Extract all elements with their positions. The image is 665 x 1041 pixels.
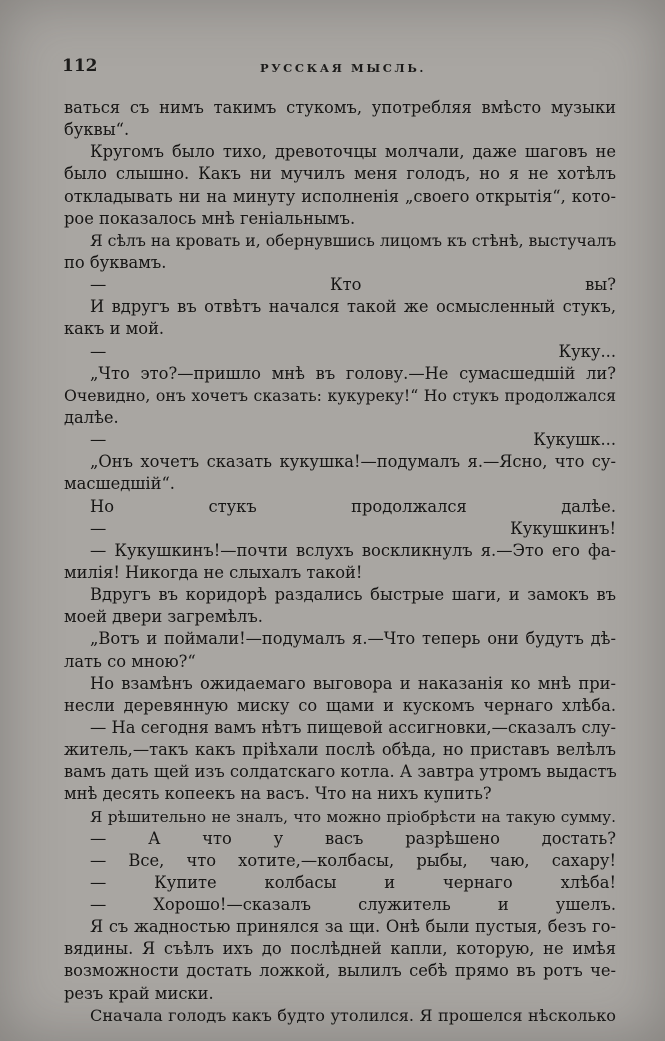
text-line: моей двери загремѣлъ.	[64, 607, 263, 627]
text-line: рое показалось мнѣ геніальнымъ.	[64, 208, 356, 228]
text-line: — Кто вы?	[90, 275, 616, 295]
text-line: какъ и мой.	[64, 319, 165, 339]
text-line: мнѣ десять копеекъ на васъ. Что на нихъ купить?	[64, 784, 492, 804]
text-line: вядины. Я съѣлъ ихъ до послѣдней капли, которую, не имѣя	[64, 939, 616, 959]
text-line: — Хорошо!—сказалъ служитель и ушелъ.	[90, 895, 616, 915]
text-line: Кругомъ было тихо, древоточцы молчали, даже шаговъ не	[90, 142, 616, 162]
text-line: масшедшій“.	[64, 474, 175, 494]
text-line: было слышно. Какъ ни мучилъ меня голодъ, но я не хотѣлъ	[64, 164, 616, 184]
text-line: милія! Никогда не слыхалъ такой!	[64, 562, 363, 582]
text-line: — Все, что хотите,—колбасы, рыбы, чаю, сахару!	[90, 850, 616, 870]
text-line: по буквамъ.	[64, 252, 167, 272]
text-line: И вдругъ въ отвѣтъ начался такой же осмысленный стукъ,	[90, 297, 616, 317]
text-line: „Вотъ и поймали!—подумалъ я.—Что теперь они будутъ дѣ-	[90, 629, 616, 649]
text-line: — А что у васъ разрѣшено достать?	[90, 828, 616, 848]
text-line: несли деревянную миску со щами и кускомъ чернаго хлѣба.	[64, 695, 616, 715]
page-number: 112	[62, 56, 98, 76]
text-line: откладывать ни на минуту исполненія „своего открытія“, кото-	[64, 186, 616, 206]
text-line: — Кукушк...	[90, 430, 616, 450]
text-line: вамъ дать щей изъ солдатскаго котла. А завтра утромъ выдастъ	[64, 762, 617, 782]
text-line: Я рѣшительно не зналъ, что можно пріобрѣсти на такую сумму.	[90, 807, 616, 826]
text-line: житель,—такъ какъ пріѣхали послѣ обѣда, но приставъ велѣлъ	[64, 740, 616, 760]
text-line: „Что это?—пришло мнѣ въ голову.—Не сумасшедшій ли?	[90, 363, 616, 383]
text-line: Очевидно, онъ хочетъ сказать: кукуреку!“ Но стукъ продолжался	[64, 385, 616, 405]
text-line: резъ край миски.	[64, 983, 214, 1003]
text-line: „Онъ хочетъ сказать кукушка!—подумалъ я.—Ясно, что су-	[90, 452, 616, 472]
text-line: Вдругъ въ коридорѣ раздались быстрые шаги, и замокъ въ	[90, 585, 616, 605]
text-line: Но взамѣнъ ожидаемаго выговора и наказанія ко мнѣ при-	[90, 673, 616, 693]
text-line: — Кукушкинъ!	[90, 518, 616, 538]
text-line: Сначала голодъ какъ будто утолился. Я прошелся нѣсколько	[90, 1005, 616, 1025]
text-line: — Куку...	[90, 341, 616, 361]
text-line: ваться съ нимъ такимъ стукомъ, употребляя вмѣсто музыки	[64, 98, 616, 117]
text-line: далѣе.	[64, 407, 119, 427]
text-line: Я съ жадностью принялся за щи. Онѣ были пустыя, безъ го-	[90, 917, 616, 937]
body-text	[64, 97, 616, 1027]
text-line: Но стукъ продолжался далѣе.	[90, 496, 616, 516]
text-line: буквы“.	[64, 120, 130, 140]
page-header	[62, 56, 617, 82]
text-line: возможности достать ложкой, вылилъ себѣ прямо въ ротъ че-	[64, 961, 616, 981]
text-line: Я сѣлъ на кровать и, обернувшись лицомъ къ стѣнѣ, выстучалъ	[90, 230, 617, 250]
text-line: лать со мною?“	[64, 651, 196, 671]
text-line: — Кукушкинъ!—почти вслухъ воскликнулъ я.—Это его фа-	[90, 540, 616, 560]
text-line: — Купите колбасы и чернаго хлѣба!	[90, 872, 616, 892]
text-line: — На сегодня вамъ нѣтъ пищевой ассигновки,—сказалъ слу-	[90, 717, 616, 737]
running-title: РУССКАЯ МЫСЛЬ.	[260, 61, 427, 75]
